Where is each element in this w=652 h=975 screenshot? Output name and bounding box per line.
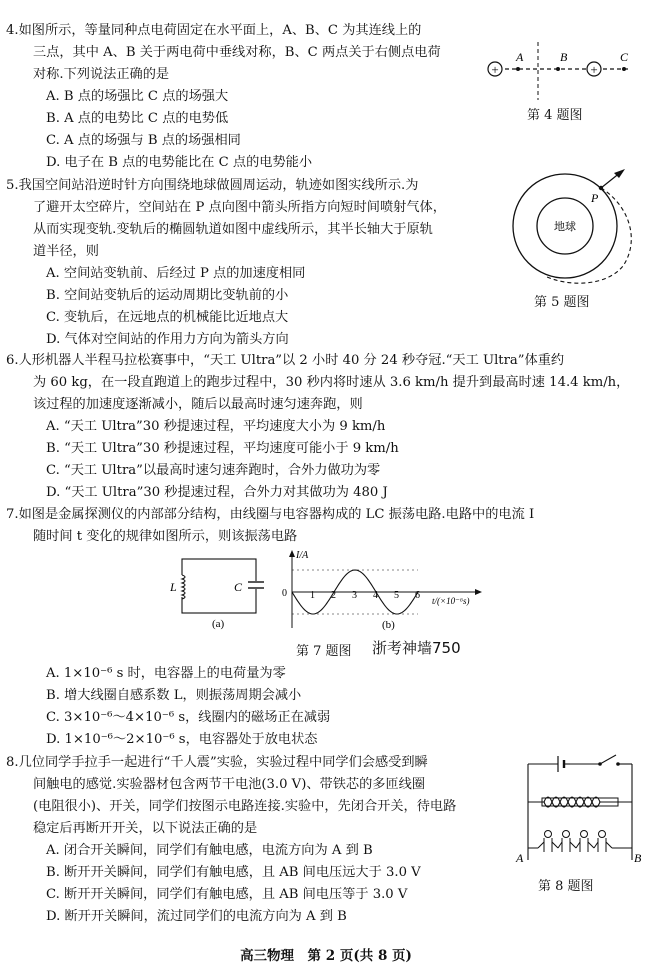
- q7-tick-label-1: 1: [310, 590, 315, 601]
- q4-stem-line-2: 三点，其中 A、B 关于两电荷中垂线对称，B、C 两点关于右侧点电荷: [33, 45, 441, 60]
- page-footer: 高三物理 第 2 页(共 8 页): [240, 948, 412, 964]
- q7-tick-label-6: 6: [415, 590, 420, 601]
- q7-y-label: I/A: [296, 550, 309, 561]
- q8-stem-line-1: 8.几位同学手拉手一起进行“千人震”实验，实验过程中同学们会感受到瞬: [6, 755, 428, 770]
- q8-option-d: D. 断开开关瞬间，流过同学们的电流方向为 A 到 B: [46, 909, 347, 924]
- q7-stem-line-2: 随时间 t 变化的规律如图所示，则该振荡电路: [33, 529, 298, 544]
- q4-option-b: B. A 点的电势比 C 点的电势低: [46, 111, 229, 126]
- q8-caption: 第 8 题图: [538, 879, 594, 894]
- q8-option-a: A. 闭合开关瞬间，同学们有触电感，电流方向为 A 到 B: [46, 843, 373, 858]
- q7-label-c: C: [234, 580, 243, 594]
- q4-point-b: [556, 67, 560, 71]
- q6-option-a: A. “天工 Ultra”30 秒提速过程，平均速度大小为 9 km/h: [46, 419, 386, 434]
- q7-origin-label: 0: [282, 588, 287, 599]
- q7-y-axis-arrow: [289, 550, 295, 557]
- q7-figure-a: [170, 553, 270, 631]
- q5-stem-line-4: 道半径，则: [33, 244, 99, 259]
- q7-label-a: (a): [212, 618, 225, 630]
- q6-stem-line-3: 该过程的加速度逐渐减小，随后以最高时速匀速奔跑，则: [33, 397, 363, 412]
- q7-x-label: t/(×10⁻⁶s): [432, 596, 470, 606]
- q5-figure: [505, 166, 645, 290]
- q7-watermark: 浙考神墙750: [372, 639, 461, 657]
- q4-stem-line-3: 对称.下列说法正确的是: [33, 67, 170, 82]
- q6-option-d: D. “天工 Ultra”30 秒提速过程，合外力对其做功为 480 J: [46, 485, 388, 500]
- q7-option-d: D. 1×10⁻⁶～2×10⁻⁶ s，电容器处于放电状态: [46, 732, 318, 747]
- q4-point-c: [622, 67, 626, 71]
- q6-option-b: B. “天工 Ultra”30 秒提速过程，平均速度可能小于 9 km/h: [46, 441, 399, 456]
- q8-label-b: B: [634, 851, 642, 865]
- q5-caption: 第 5 题图: [534, 295, 590, 310]
- q4-point-a: [516, 67, 520, 71]
- q4-option-a: A. B 点的场强比 C 点的场强大: [46, 89, 229, 104]
- q4-stem-line-1: 4.如图所示，等量同种点电荷固定在水平面上，A、B、C 为其连线上的: [6, 23, 422, 38]
- q5-option-a: A. 空间站变轨前、后经过 P 点的加速度相同: [46, 266, 306, 281]
- q8-students: [528, 831, 632, 853]
- q6-stem-line-1: 6.人形机器人半程马拉松赛事中，“天工 Ultra”以 2 小时 40 分 24 秒夺冠.“天工 Ultra”体重约: [6, 353, 565, 368]
- q4-label-a: A: [516, 50, 524, 64]
- q4-label-c: C: [620, 50, 629, 64]
- q6-option-c: C. “天工 Ultra”以最高时速匀速奔跑时，合外力做功为零: [46, 463, 381, 478]
- q7-stem-line-1: 7.如图是金属探测仪的内部部分结构，由线圈与电容器构成的 LC 振荡电路.电路中的电流 I: [6, 507, 535, 522]
- q8-stem-line-3: (电阻很小)、开关，同学们按图示电路连接.实验中，先闭合开关，待电路: [33, 799, 457, 814]
- q6-stem-line-2: 为 60 kg，在一段直跑道上的跑步过程中，30 秒内将时速从 3.6 km/h 提升到最高时速 14.4 km/h，: [33, 375, 630, 390]
- q4-label-b: B: [560, 50, 568, 64]
- q4-option-c: C. A 点的场强与 B 点的场强相同: [46, 133, 241, 148]
- q7-label-l: L: [170, 580, 177, 594]
- q4-figure: [480, 36, 640, 106]
- q7-option-c: C. 3×10⁻⁶～4×10⁻⁶ s，线圈内的磁场正在减弱: [46, 710, 331, 725]
- q8-stem-line-2: 间触电的感觉.实验器材包含两节干电池(3.0 V)、带铁芯的多匝线圈: [33, 777, 426, 792]
- q7-caption: 第 7 题图: [296, 644, 352, 659]
- q8-stem-line-4: 稳定后再断开开关，以下说法正确的是: [33, 821, 258, 836]
- q8-switch: [600, 755, 616, 764]
- q4-caption: 第 4 题图: [527, 108, 583, 123]
- q7-figure-b-chart: [282, 548, 492, 632]
- q7-circuit-loop: [182, 559, 256, 613]
- q4-option-d: D. 电子在 B 点的电势能比在 C 点的电势能小: [46, 155, 313, 170]
- q8-figure: [514, 752, 642, 874]
- q5-stem-line-3: 从而实现变轨.变轨后的椭圆轨道如图中虚线所示，其半长轴大于原轨: [33, 222, 433, 237]
- q4-charge-left-sign: +: [491, 62, 499, 77]
- q7-label-b: (b): [382, 619, 395, 631]
- q5-option-b: B. 空间站变轨后的运动周期比变轨前的小: [46, 288, 289, 303]
- q5-option-c: C. 变轨后，在远地点的机械能比近地点大: [46, 310, 289, 325]
- q5-earth-label: 地球: [554, 221, 576, 233]
- q7-tick-label-3: 3: [352, 590, 357, 601]
- q7-tick-label-2: 2: [331, 590, 336, 601]
- q7-tick-label-5: 5: [394, 590, 399, 601]
- q7-x-axis-arrow: [475, 589, 482, 595]
- q5-stem-line-2: 了避开太空碎片，空间站在 P 点向图中箭头所指方向短时间喷射气体，: [33, 200, 446, 215]
- q5-elliptical-orbit: [545, 188, 631, 283]
- q5-stem-line-1: 5.我国空间站沿逆时针方向围绕地球做圆周运动，轨迹如图实线所示.为: [6, 178, 419, 193]
- q7-option-a: A. 1×10⁻⁶ s 时，电容器上的电荷量为零: [46, 666, 286, 681]
- q8-option-c: C. 断开开关瞬间，同学们有触电感，且 AB 间电压等于 3.0 V: [46, 887, 408, 902]
- q8-label-a: A: [516, 851, 524, 865]
- q4-charge-right-sign: +: [590, 62, 598, 77]
- q7-tick-label-4: 4: [373, 590, 378, 601]
- q5-option-d: D. 气体对空间站的作用力方向为箭头方向: [46, 332, 289, 347]
- q8-option-b: B. 断开开关瞬间，同学们有触电感，且 AB 间电压远大于 3.0 V: [46, 865, 421, 880]
- q5-label-p: P: [591, 191, 599, 205]
- q7-option-b: B. 增大线圈自感系数 L，则振荡周期会减小: [46, 688, 302, 703]
